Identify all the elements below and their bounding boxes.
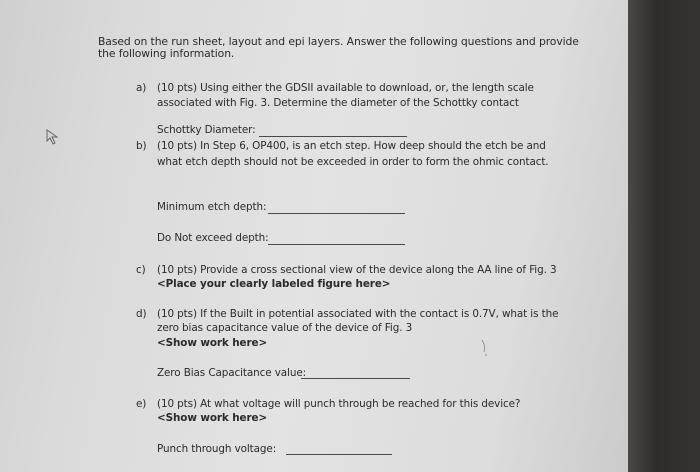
do-not-exceed-depth-answer-line[interactable]: [268, 244, 405, 245]
do-not-exceed-depth-label: Do Not exceed depth:: [157, 232, 269, 244]
intro-line-2: the following information.: [98, 47, 235, 60]
page-edge-shadow: [628, 0, 700, 472]
question-c-line-1: (10 pts) Provide a cross sectional view of the device along the AA line of Fig. 3: [157, 264, 557, 276]
question-c-line-2: <Place your clearly labeled figure here>: [157, 278, 391, 290]
question-a-line-2: associated with Fig. 3. Determine the diameter of the Schottky contact: [157, 97, 519, 109]
schottky-diameter-label: Schottky Diameter:: [157, 124, 256, 136]
question-e-line-2: <Show work here>: [157, 412, 268, 424]
minimum-etch-depth-label: Minimum etch depth:: [157, 201, 267, 213]
question-b-line-2: what etch depth should not be exceeded in order to form the ohmic contact.: [157, 156, 549, 168]
zero-bias-capacitance-label: Zero Bias Capacitance value:: [157, 367, 307, 379]
question-a-line-1: (10 pts) Using either the GDSII available to download, or, the length scale: [157, 82, 534, 94]
question-e-line-1: (10 pts) At what voltage will punch through be reached for this device?: [157, 398, 521, 410]
question-c-label: c): [136, 264, 146, 276]
question-d-label: d): [136, 308, 147, 320]
zero-bias-capacitance-answer-line[interactable]: [301, 378, 410, 379]
question-e-label: e): [136, 398, 147, 410]
question-d-line-2: zero bias capacitance value of the device of Fig. 3: [157, 322, 413, 334]
question-d-line-1: (10 pts) If the Built in potential associated with the contact is 0.7V, what is the: [157, 308, 559, 320]
punch-through-voltage-answer-line[interactable]: [286, 454, 392, 455]
mouse-pointer-icon: [46, 129, 60, 145]
question-b-line-1: (10 pts) In Step 6, OP400, is an etch step. How deep should the etch be and: [157, 140, 546, 152]
schottky-diameter-answer-line[interactable]: [259, 136, 407, 137]
question-d-line-3: <Show work here>: [157, 337, 268, 349]
punch-through-voltage-label: Punch through voltage:: [157, 443, 277, 455]
pen-mark-icon: [480, 338, 490, 358]
minimum-etch-depth-answer-line[interactable]: [268, 213, 405, 214]
question-b-label: b): [136, 140, 147, 152]
intro-line-1: Based on the run sheet, layout and epi layers. Answer the following questions and provide: [98, 35, 579, 48]
question-a-label: a): [136, 82, 147, 94]
